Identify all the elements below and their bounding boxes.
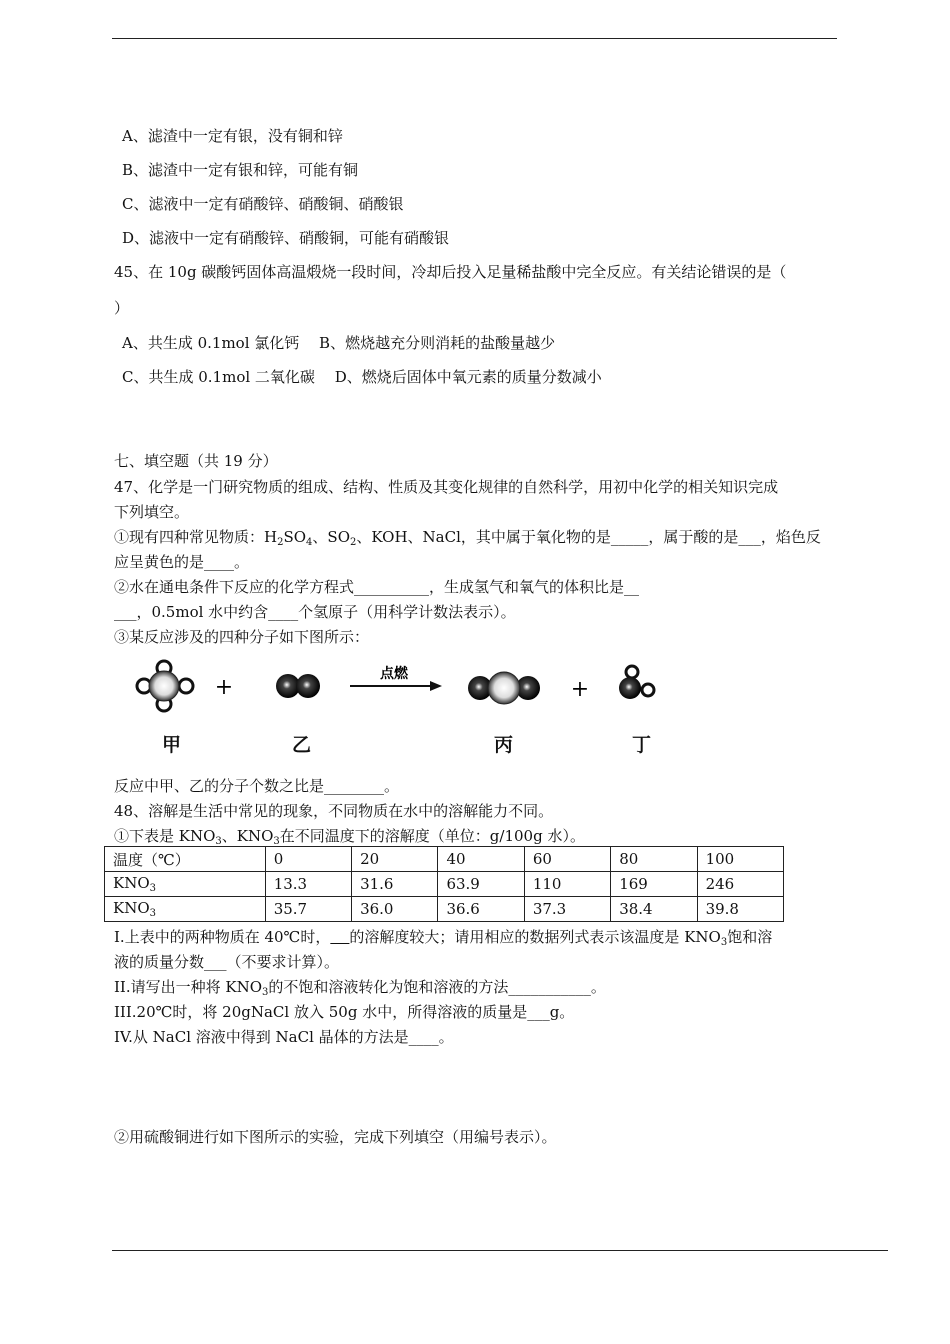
table-cell: 169 bbox=[611, 872, 697, 897]
question-47-part3: ③某反应涉及的四种分子如下图所示： bbox=[114, 628, 370, 646]
question-47-part1-cont: 应呈黄色的是____。 bbox=[114, 553, 250, 571]
table-cell: 38.4 bbox=[611, 897, 697, 922]
table-cell: 60 bbox=[524, 847, 610, 872]
label-ding: 丁 bbox=[632, 734, 652, 756]
table-cell: 20 bbox=[352, 847, 438, 872]
question-48-line1: 48、溶解是生活中常见的现象，不同物质在水中的溶解能力不同。 bbox=[114, 802, 554, 820]
table-cell: 110 bbox=[524, 872, 610, 897]
table-cell: 36.0 bbox=[352, 897, 438, 922]
table-cell: 0 bbox=[265, 847, 351, 872]
option-45-cd: C、共生成 0.1mol 二氧化碳 D、燃烧后固体中氧元素的质量分数减小 bbox=[122, 368, 602, 386]
table-cell: 39.8 bbox=[697, 897, 783, 922]
arrow-label: 点燃 bbox=[380, 666, 408, 682]
header-rule bbox=[112, 38, 837, 39]
table-cell: 13.3 bbox=[265, 872, 351, 897]
table-cell: 35.7 bbox=[265, 897, 351, 922]
question-47-part2-cont: ___，0.5mol 水中约含____个氢原子（用科学计数法表示）。 bbox=[114, 603, 516, 621]
question-48-i-cont: 液的质量分数___（不要求计算）。 bbox=[114, 953, 340, 971]
molecule-ding bbox=[619, 666, 654, 699]
table-row bbox=[105, 872, 784, 897]
table-cell: 37.3 bbox=[524, 897, 610, 922]
question-47-line2: 下列填空。 bbox=[114, 503, 190, 521]
question-48-part2: ②用硫酸铜进行如下图所示的实验，完成下列填空（用编号表示）。 bbox=[114, 1128, 557, 1146]
question-45-line2: ） bbox=[114, 299, 130, 317]
label-jia: 甲 bbox=[162, 734, 182, 756]
question-48-i: I.上表中的两种物质在 40℃时， 的溶解度较大；请用相应的数据列式表示该温度是 $KNO_3$饱和溶 bbox=[114, 928, 773, 948]
plus-1: + bbox=[214, 675, 234, 700]
question-48-iv: IV.从 NaCl 溶液中得到 NaCl 晶体的方法是____。 bbox=[114, 1028, 454, 1046]
option-44-a: A、滤渣中一定有银，没有铜和锌 bbox=[122, 127, 343, 145]
option-45-ab: A、共生成 0.1mol 氯化钙 B、燃烧越充分则消耗的盐酸量越少 bbox=[122, 334, 556, 352]
molecule-bing bbox=[468, 672, 540, 704]
question-45-line1: 45、在 10g 碳酸钙固体高温煅烧一段时间，冷却后投入足量稀盐酸中完全反应。有关结论错误的是（ bbox=[114, 263, 787, 281]
reaction-diagram bbox=[128, 650, 688, 760]
question-48-line2: ①下表是 $KNO_3$、$KNO_3$在不同温度下的溶解度（单位：g/100g 水）。 bbox=[114, 827, 585, 847]
reaction-arrow bbox=[350, 665, 442, 691]
question-48-iii: III.20℃时，将 20gNaCl 放入 50g 水中，所得溶液的质量是___g。 bbox=[114, 1003, 575, 1021]
question-47-part2: ②水在通电条件下反应的化学方程式__________，生成氢气和氧气的体积比是__ bbox=[114, 578, 640, 596]
option-44-d: D、滤液中一定有硝酸锌、硝酸铜，可能有硝酸银 bbox=[122, 229, 450, 247]
question-47-ratio: 反应中甲、乙的分子个数之比是________。 bbox=[114, 777, 400, 795]
table-cell: 31.6 bbox=[352, 872, 438, 897]
table-cell: 40 bbox=[438, 847, 524, 872]
table-cell: $KNO_3$ bbox=[105, 897, 266, 922]
table-cell: 100 bbox=[697, 847, 783, 872]
plus-2: + bbox=[570, 677, 590, 702]
table-cell: 温度（℃） bbox=[105, 847, 266, 872]
table-cell: $KNO_3$ bbox=[105, 872, 266, 897]
solubility-table bbox=[104, 846, 784, 922]
footer-rule bbox=[112, 1250, 888, 1251]
option-44-c: C、滤液中一定有硝酸锌、硝酸铜、硝酸银 bbox=[122, 195, 404, 213]
table-row bbox=[105, 897, 784, 922]
question-48-ii: II.请写出一种将 $KNO_3$的不饱和溶液转化为饱和溶液的方法___________。 bbox=[114, 978, 606, 998]
question-47-part1: ①现有四种常见物质：$H_2SO_4$、$SO_2$、KOH、NaCl，其中属于氧化物的是_____，属于酸的是___，焰色反 bbox=[114, 528, 821, 548]
table-header-row bbox=[105, 847, 784, 872]
molecule-jia bbox=[137, 661, 193, 711]
table-cell: 246 bbox=[697, 872, 783, 897]
molecule-yi bbox=[276, 674, 320, 698]
table-cell: 80 bbox=[611, 847, 697, 872]
section-heading: 七、填空题（共 19 分） bbox=[114, 452, 278, 470]
option-44-b: B、滤渣中一定有银和锌，可能有铜 bbox=[122, 161, 359, 179]
label-yi: 乙 bbox=[292, 734, 312, 756]
table-cell: 36.6 bbox=[438, 897, 524, 922]
question-47-line1: 47、化学是一门研究物质的组成、结构、性质及其变化规律的自然科学，用初中化学的相关知识完成 bbox=[114, 478, 779, 496]
label-bing: 丙 bbox=[494, 734, 514, 756]
table-cell: 63.9 bbox=[438, 872, 524, 897]
